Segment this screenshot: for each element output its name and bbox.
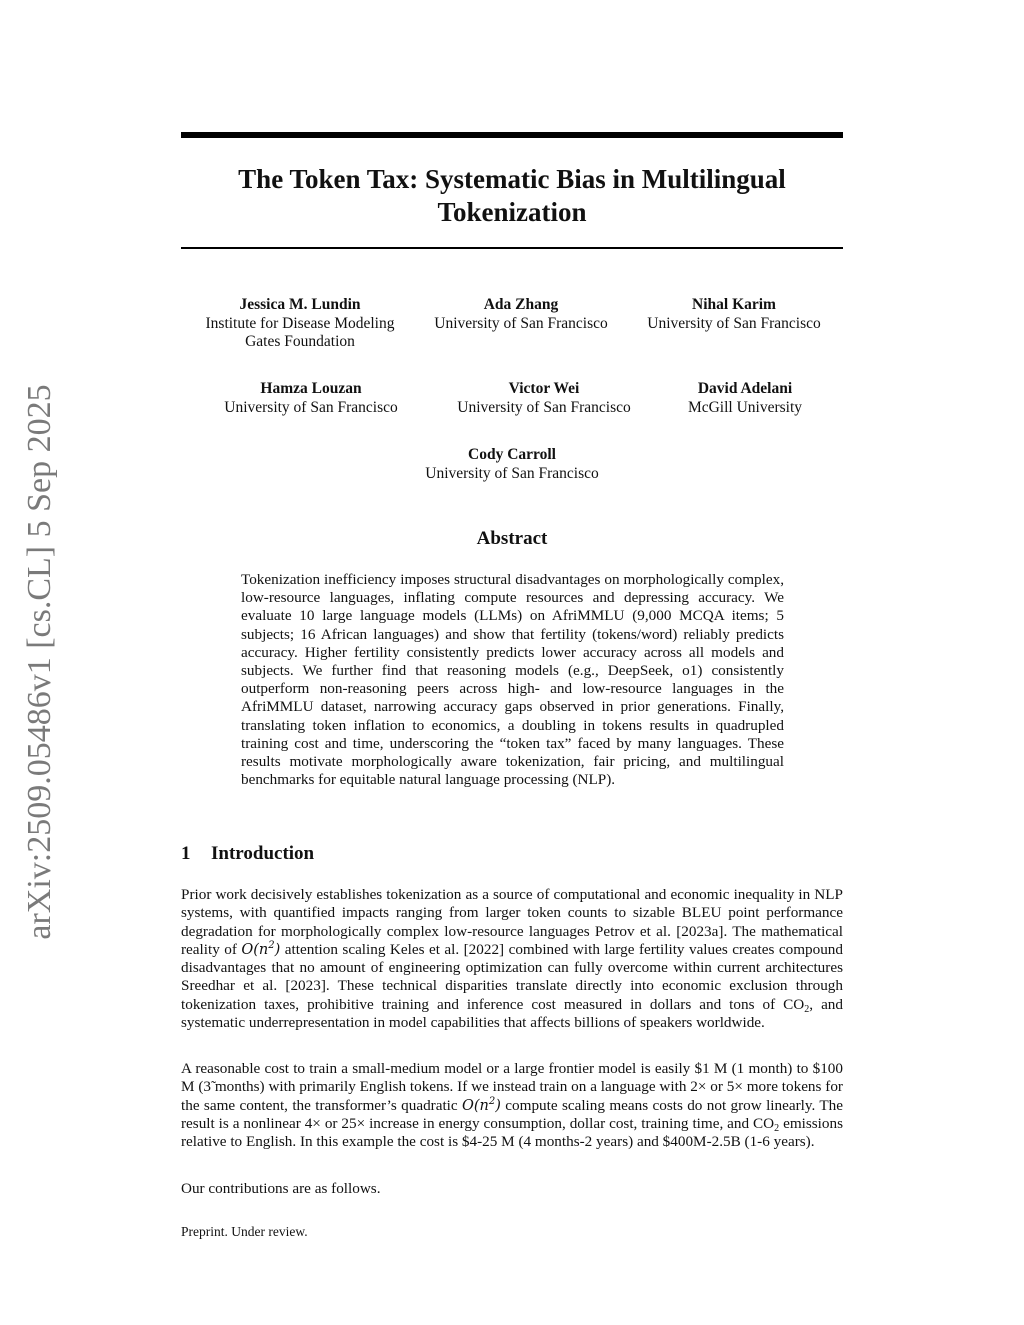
author-affiliation: University of San Francisco (224, 398, 398, 416)
superscript: 2 (268, 939, 275, 951)
author-affiliation: University of San Francisco (425, 464, 599, 482)
author-affiliation: McGill University (687, 398, 803, 416)
math-text: ) (495, 1097, 501, 1114)
intro-paragraph: Our contributions are as follows. (181, 1180, 381, 1197)
author-block (421, 296, 621, 333)
paragraph-text: attention scaling Keles et al. [2022] combined with large fertility values creates compound disadvantages that no amount of engineering optimization can fully overcome within current architectures Sreedhar et al. [2023]. These technical disparities translate directly into economic exclusion through tokenization taxes, prohibitive training and inference cost measured in dollars and tons of CO (181, 940, 843, 1013)
paragraph-text: A reasonable cost to train a small-medium model or a large frontier model is easily $1 M (1 month) to $100 M (3̃ months) with primarily English tokens. If we instead train on a language with 2× or 5× more tokens for the same content, the transformer’s quadratic (181, 1060, 843, 1114)
section-number: 1 (181, 843, 191, 864)
subscript: 2 (774, 1122, 780, 1134)
paragraph-text: compute scaling means costs do not grow linearly. The result is a nonlinear 4× or 25× increase in energy consumption, dollar cost, training time, and CO (181, 1096, 843, 1132)
math-text: ) (274, 941, 281, 958)
title-bottom-rule (181, 247, 843, 249)
author-affiliation: University of San Francisco (434, 314, 608, 332)
paper-title: The Token Tax: Systematic Bias in Multilingual Tokenization (238, 164, 786, 227)
author-affiliation: Gates Foundation (245, 333, 355, 350)
math-text: O(n (462, 1097, 489, 1114)
paragraph-text: , and systematic underrepresentation in model capabilities that affects billions of speakers worldwide. (181, 995, 843, 1032)
intro-paragraph (181, 1060, 843, 1151)
author-name: Jessica M. Lundin (239, 296, 361, 313)
arxiv-sidebar-stamp: arXiv:2509.05486v1 [cs.CL] 5 Sep 2025 (21, 384, 58, 940)
intro-paragraph (181, 886, 843, 1032)
author-block (444, 380, 644, 417)
superscript: 2 (488, 1095, 496, 1107)
subscript: 2 (804, 1003, 810, 1015)
author-name: Hamza Louzan (260, 380, 362, 397)
math-text: O(n (241, 941, 269, 958)
author-block (645, 380, 845, 417)
author-name: David Adelani (697, 380, 793, 397)
section-heading (181, 843, 314, 865)
math-expression (241, 939, 281, 958)
footer-note: Preprint. Under review. (181, 1224, 308, 1239)
abstract-heading: Abstract (476, 528, 548, 549)
paragraph-text: Prior work decisively establishes tokenization as a source of computational and economic inequality in NLP systems, with quantified impacts ranging from larger token counts to sizable BLEU point performance degradation for morphologically complex low-resource languages Petrov et al. [2023a]. The mathematical reality of (181, 886, 843, 958)
author-affiliation: University of San Francisco (457, 398, 631, 416)
author-name: Cody Carroll (468, 446, 556, 463)
title-top-rule (181, 132, 843, 138)
section-title: Introduction (211, 843, 315, 864)
abstract-text: Tokenization inefficiency imposes structural disadvantages on morphologically complex, low-resource languages, inflating compute resources and depressing accuracy. We evaluate 10 large language models (LLMs) on AfriMMLU (9,000 MCQA items; 5 subjects; 16 African languages) and show that fertility (tokens/word) reliably predicts accuracy. Higher fertility consistently predicts lower accuracy across all models and subjects. We further find that reasoning models (e.g., DeepSeek, o1) consistently outperform non-reasoning peers across high- and low-resource languages in the AfriMMLU dataset, narrowing accuracy gaps observed in prior generations. Finally, translating token inflation to economics, a doubling in tokens results in quadrupled training cost and time, underscoring the “token tax” faced by many languages. These results motivate morphologically aware tokenization, fair pricing, and multilingual benchmarks for equitable natural language processing (NLP). (241, 571, 784, 789)
author-affiliation: Institute for Disease Modeling (205, 314, 395, 332)
author-name: Nihal Karim (692, 296, 776, 313)
author-block (412, 446, 612, 483)
math-expression (462, 1095, 501, 1114)
author-affiliation: University of San Francisco (647, 314, 821, 332)
author-block (198, 296, 402, 352)
paragraph-text: emissions relative to English. In this example the cost is $4-25 M (4 months-2 years) and $400M-2.5B (1-6 years). (181, 1114, 843, 1151)
author-name: Ada Zhang (483, 296, 559, 313)
author-block (211, 380, 411, 417)
author-name: Victor Wei (508, 380, 580, 397)
author-block (634, 296, 834, 333)
